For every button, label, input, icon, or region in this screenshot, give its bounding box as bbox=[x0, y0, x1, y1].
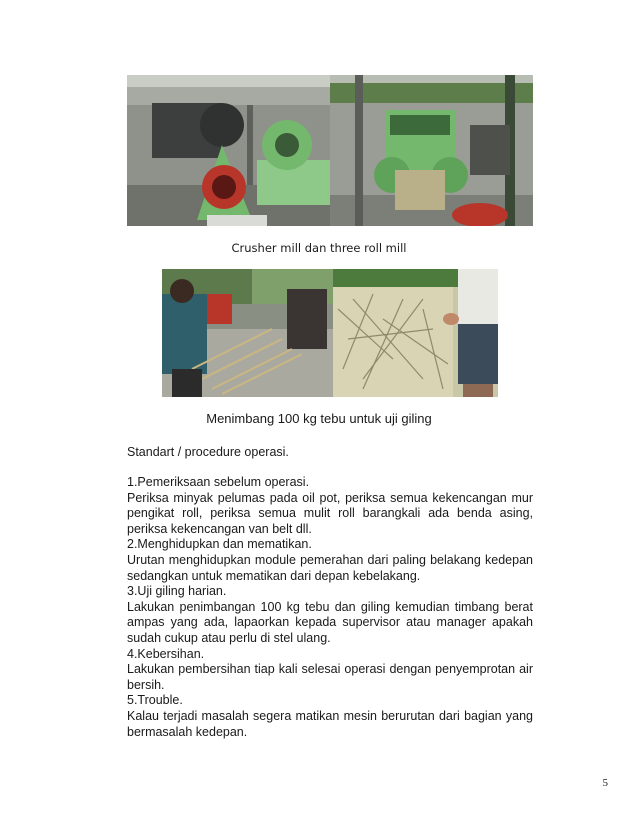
figure-caption: Crusher mill dan three roll mill bbox=[231, 241, 407, 255]
bagasse-pile-photo bbox=[333, 269, 498, 397]
procedure-item bbox=[127, 475, 533, 537]
crusher-mill-photo bbox=[127, 75, 330, 226]
procedure-title: 3.Uji giling harian. bbox=[127, 584, 227, 599]
section-heading: Standart / procedure operasi. bbox=[127, 445, 289, 459]
procedure-body: Lakukan penimbangan 100 kg tebu dan giling kemudian timbang berat ampas yang ada, lapaorkan kepada supervisor atau manager apakah sudah cukup atau perlu di stel ulang. bbox=[127, 599, 533, 645]
procedure-body: Lakukan pembersihan tiap kali selesai operasi dengan penyemprotan air bersih. bbox=[127, 662, 533, 692]
figure-caption: Menimbang 100 kg tebu untuk uji giling bbox=[206, 411, 432, 426]
procedure-body: Kalau terjadi masalah segera matikan mesin berurutan dari bagian yang bermasalah kedepan. bbox=[127, 708, 533, 739]
procedure-title: 2.Menghidupkan dan mematikan. bbox=[127, 537, 312, 552]
procedure-item bbox=[127, 584, 533, 646]
workers-weighing-cane-photo bbox=[162, 269, 333, 397]
procedure-title: 4.Kebersihan. bbox=[127, 646, 205, 661]
procedure-title: 1.Pemeriksaan sebelum operasi. bbox=[127, 475, 310, 489]
procedure-item bbox=[127, 537, 533, 584]
procedure-item bbox=[127, 693, 533, 740]
three-roll-mill-photo bbox=[330, 75, 533, 226]
procedure-list bbox=[127, 475, 533, 740]
procedure-body: Periksa minyak pelumas pada oil pot, periksa semua kekencangan mur pengikat roll, periksa semua mulit roll barangkali ada benda asing, periksa kekencangan van belt dll. bbox=[127, 490, 533, 536]
procedure-title: 5.Trouble. bbox=[127, 693, 183, 708]
page-number: 5 bbox=[602, 777, 608, 789]
procedure-body: Urutan menghidupkan module pemerahan dari paling belakang kedepan sedangkan untuk mematikan dari depan kebelakang. bbox=[127, 552, 533, 583]
procedure-item bbox=[127, 647, 533, 694]
